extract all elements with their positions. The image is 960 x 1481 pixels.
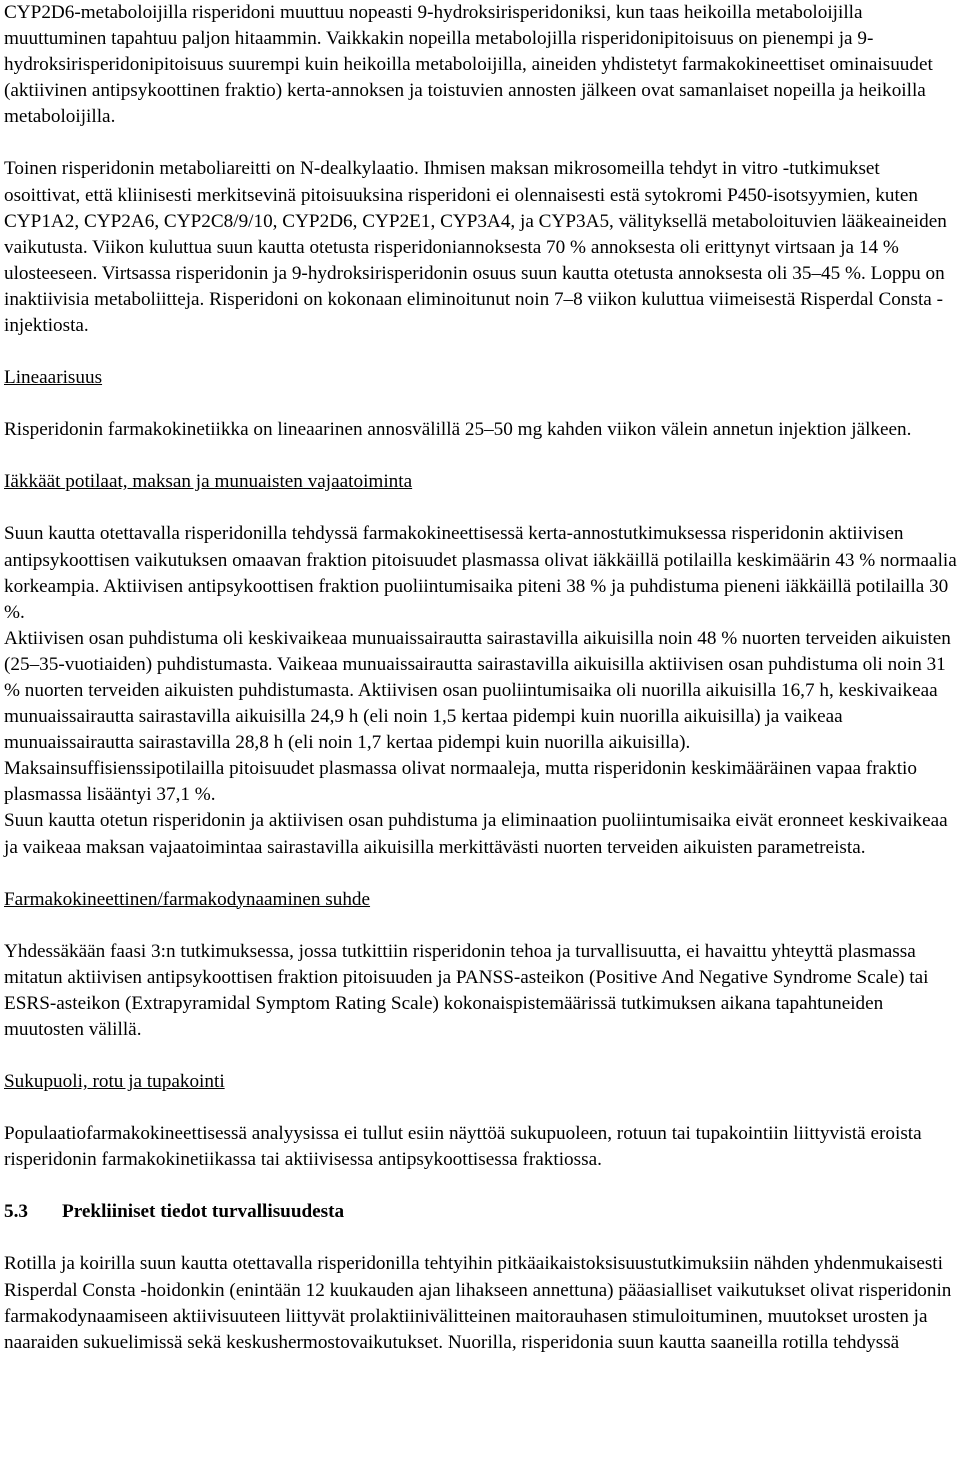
section-title: Prekliiniset tiedot turvallisuudesta: [62, 1201, 345, 1223]
renal-paragraph: Aktiivisen osan puhdistuma oli keskivaikeaa munuaissairautta sairastavilla aikuisilla noin 48 % nuorten terveiden aikuisten (25–35-vuotiaiden) puhdistumasta. Vaikeaa munuaissairautta sairastavilla aikuisilla aktiivisen osan puhdistuma oli noin 31 % nuorten terveiden aikuisten puhdistumasta. Aktiivisen osan puoliintumisaika oli nuorilla aikuisilla 16,7 h, keskivaikeaa munuaissairautta sairastavilla aikuisilla 24,9 h (eli noin 1,5 kertaa pidempi kuin nuorilla aikuisilla) ja vaikeaa munuaissairautta sairastavilla 28,8 h (eli noin 1,7 kertaa pidempi kuin nuorilla aikuisilla).: [4, 627, 951, 754]
sex-race-smoking-paragraph: Populaatiofarmakokineettisessä analyysissa ei tullut esiin näyttöä sukupuoleen, rotuun tai tupakointiin liittyvistä eroista risperidonin farmakokinetiikassa tai aktiivisessa antipsykoottisessa fraktiossa.: [4, 1123, 922, 1171]
section-heading: [4, 1199, 958, 1225]
sex-race-smoking-heading: Sukupuoli, rotu ja tupakointi: [4, 1071, 225, 1093]
pk-pd-heading: Farmakokineettinen/farmakodynaaminen suhde: [4, 888, 371, 910]
n-dealkylation-paragraph: Toinen risperidonin metaboliareitti on N-dealkylaatio. Ihmisen maksan mikrosomeilla tehdyt in vitro -tutkimukset osoittivat, että kliinisesti merkitsevinä pitoisuuksina risperidoni ei olennaisesti estä sytokromi P450-isotsyymien, kuten CYP1A2, CYP2A6, CYP2C8/9/10, CYP2D6, CYP2E1, CYP3A4, ja CYP3A5, välityksellä metaboloituvien lääkeaineiden vaikutusta. Viikon kuluttua suun kautta otetusta risperidoniannoksesta 70 % annoksesta oli erittynyt virtsaan ja 14 % ulosteeseen. Virtsassa risperidonin ja 9-hydroksirisperidonin osuus suun kautta otetusta annoksesta oli 35–45 %. Loppu on inaktiivisia metaboliitteja. Risperidoni on kokonaan eliminoitunut noin 7–8 viikon kuluttua viimeisestä Risperdal Consta -injektiosta.: [4, 158, 947, 337]
hepatic-clearance-paragraph: Suun kautta otetun risperidonin ja aktiivisen osan puhdistuma ja eliminaation puoliintumisaika eivät eronneet keskivaikeaa ja vaikeaa maksan vajaatoimintaa sairastavilla aikuisilla merkittävästi nuorten terveiden aikuisten parametreista.: [4, 810, 948, 858]
pk-pd-paragraph: Yhdessäkään faasi 3:n tutkimuksessa, jossa tutkittiin risperidonin tehoa ja turvallisuutta, ei havaittu yhteyttä plasmassa mitatun aktiivisen antipsykoottisen fraktion pitoisuuden ja PANSS-asteikon (Positive And Negative Syndrome Scale) tai ESRS-asteikon (Extrapyramidal Symptom Rating Scale) kokonaispistemäärissä tutkimuksen aikana tapahtuneiden muutosten välillä.: [4, 940, 929, 1040]
preclinical-paragraph: Rotilla ja koirilla suun kautta otettavalla risperidonilla tehtyihin pitkäaikaistoksisuustutkimuksiin nähden yhdenmukaisesti Risperdal Consta -hoidonkin (enintään 12 kuukauden ajan lihakseen annettuna) pääasialliset vaikutukset olivat risperidonin farmakodynaamiseen aktiivisuuteen liittyvät prolaktiinivälitteinen maitorauhasen stimuloituminen, muutokset urosten ja naaraiden sukuelimissä sekä keskushermostovaikutukset. Nuorilla, risperidonia suun kautta saaneilla rotilla tehdyssä: [4, 1253, 952, 1353]
metabolism-paragraph: CYP2D6-metaboloijilla risperidoni muuttuu nopeasti 9-hydroksirisperidoniksi, kun taas heikoilla metaboloijilla muuttuminen tapahtuu paljon hitaammin. Vaikkakin nopeilla metabolojilla risperidonipitoisuus on pienempi ja 9-hydroksirisperidonipitoisuus suurempi kuin heikoilla metaboloijilla, aineiden yhdistetyt farmakokineettiset ominaisuudet (aktiivinen antipsykoottinen fraktio) kerta-annoksen ja toistuvien annosten jälkeen ovat samanlaiset nopeilla ja heikoilla metaboloijilla.: [4, 2, 933, 128]
hepatic-paragraph: Maksainsuffisienssipotilailla pitoisuudet plasmassa olivat normaaleja, mutta risperidonin keskimääräinen vapaa fraktio plasmassa lisääntyi 37,1 %.: [4, 758, 917, 806]
linearity-heading: Lineaarisuus: [4, 367, 103, 389]
section-number: 5.3: [4, 1201, 28, 1223]
elderly-paragraph: Suun kautta otettavalla risperidonilla tehdyssä farmakokineettisessä kerta-annostutkimuksessa risperidonin aktiivisen antipsykoottisen vaikutuksen omaavan fraktion pitoisuudet plasmassa olivat iäkkäillä potilailla keskimäärin 43 % normaalia korkeampia. Aktiivisen antipsykoottisen fraktion puoliintumisaika piteni 38 % ja puhdistuma pieneni iäkkäillä potilailla 30 %.: [4, 523, 957, 623]
linearity-paragraph: Risperidonin farmakokinetiikka on lineaarinen annosvälillä 25–50 mg kahden viikon välein annetun injektion jälkeen.: [4, 419, 912, 441]
elderly-impairment-heading: Iäkkäät potilaat, maksan ja munuaisten vajaatoiminta: [4, 471, 413, 493]
